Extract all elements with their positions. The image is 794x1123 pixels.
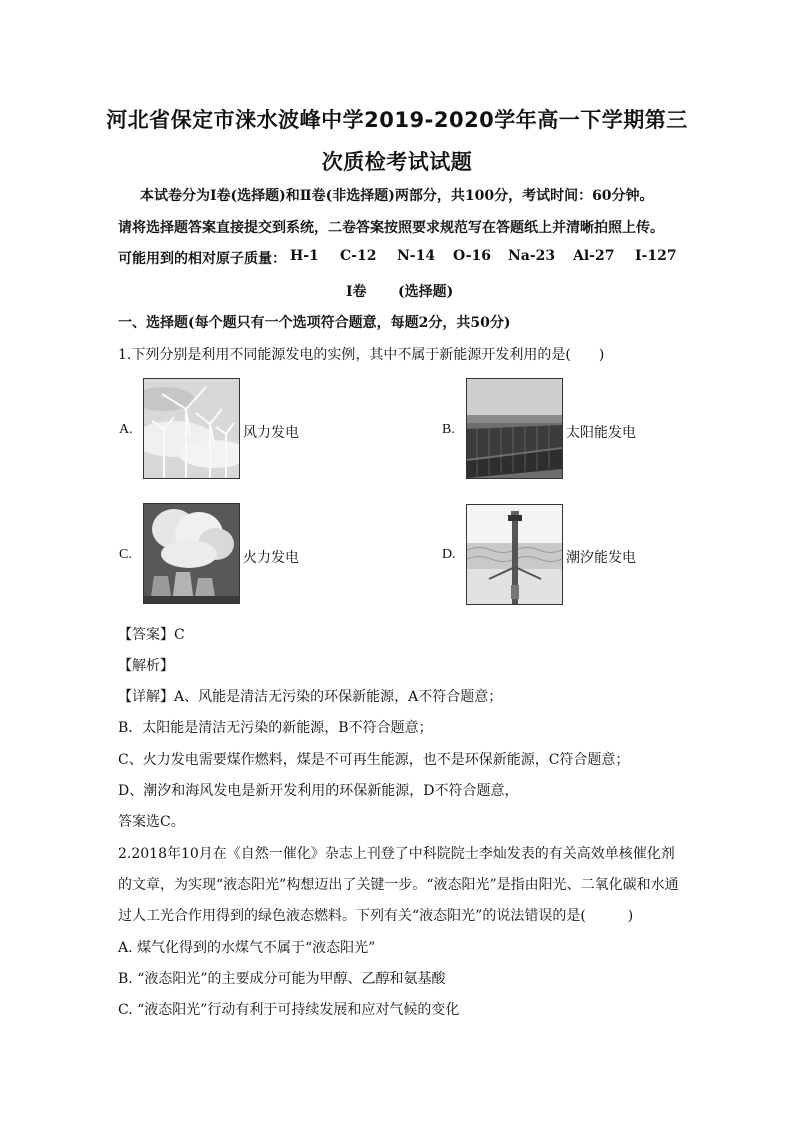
q1-stem: 1.下列分别是利用不同能源发电的实例，其中不属于新能源开发利用的是( ) (118, 347, 605, 363)
q1-option-b-caption: 太阳能发电 (566, 425, 636, 441)
volume-type: (选择题) (398, 284, 454, 300)
intro-line-2: 请将选择题答案直接提交到系统，二卷答案按照要求规范写在答题纸上并清晰拍照上传。 (118, 220, 664, 236)
q1-option-c-label: C. (119, 547, 132, 562)
q1-analysis-line-5: 答案选C。 (118, 814, 185, 830)
q1-analysis-heading: 【解析】 (118, 658, 174, 674)
q1-analysis-line-2: B．太阳能是清洁无污染的新能源，B不符合题意； (118, 720, 433, 736)
mass-i: I-127 (635, 248, 677, 264)
q2-option-b: B. “液态阳光”的主要成分可能为甲醇、乙醇和氨基酸 (118, 971, 446, 987)
document-title-line-1: 河北省保定市涞水波峰中学2019-2020学年高一下学期第三 (106, 108, 688, 132)
mass-label: 可能用到的相对原子质量： (118, 251, 286, 267)
q1-answer: 【答案】C (118, 627, 185, 643)
section-heading: 一、选择题(每个题只有一个选项符合题意，每题2分，共50分) (118, 315, 511, 331)
q1-option-b-label: B. (442, 422, 455, 437)
thermal-power-plant-image (143, 503, 240, 604)
mass-o: O-16 (453, 248, 492, 264)
volume-name: Ⅰ卷 (346, 284, 367, 300)
q2-option-a: A. 煤气化得到的水煤气不属于“液态阳光” (118, 940, 376, 956)
mass-na: Na-23 (508, 248, 556, 264)
solar-panel-image (466, 378, 563, 479)
q2-stem-line-1: 2.2018年10月在《自然一催化》杂志上刊登了中科院院士李灿发表的有关高效单核催化剂 (118, 846, 675, 862)
q1-analysis-line-1: 【详解】A、风能是清洁无污染的环保新能源，A不符合题意； (118, 689, 503, 705)
q1-option-a-caption: 风力发电 (243, 425, 299, 441)
mass-h: H-1 (290, 248, 319, 264)
mass-al: Al-27 (573, 248, 615, 264)
q1-option-d-label: D. (442, 547, 456, 562)
q1-option-c-caption: 火力发电 (243, 550, 299, 566)
q1-option-d-caption: 潮汐能发电 (566, 550, 636, 566)
q2-option-c: C. “液态阳光”行动有利于可持续发展和应对气候的变化 (118, 1002, 460, 1018)
mass-c: C-12 (340, 248, 377, 264)
intro-line-1: 本试卷分为Ⅰ卷(选择题)和Ⅱ卷(非选择题)两部分，共100分，考试时间：60分钟。 (140, 188, 654, 204)
q1-option-a-label: A. (119, 422, 133, 437)
tidal-power-image (466, 504, 563, 605)
q2-stem-line-2: 的文章，为实现“液态阳光”构想迈出了关键一步。“液态阳光”是指由阳光、二氧化碳和水通 (118, 877, 679, 893)
wind-turbine-image (143, 378, 240, 479)
q2-stem-line-3: 过人工光合作用得到的绿色液态燃料。下列有关“液态阳光”的说法错误的是( ) (118, 908, 634, 924)
q1-analysis-line-4: D、潮汐和海风发电是新开发利用的环保新能源，D不符合题意， (118, 783, 519, 799)
document-title-line-2: 次质检考试试题 (321, 150, 473, 174)
q1-analysis-line-3: C、火力发电需要煤作燃料，煤是不可再生能源，也不是环保新能源，C符合题意； (118, 752, 630, 768)
mass-n: N-14 (397, 248, 436, 264)
